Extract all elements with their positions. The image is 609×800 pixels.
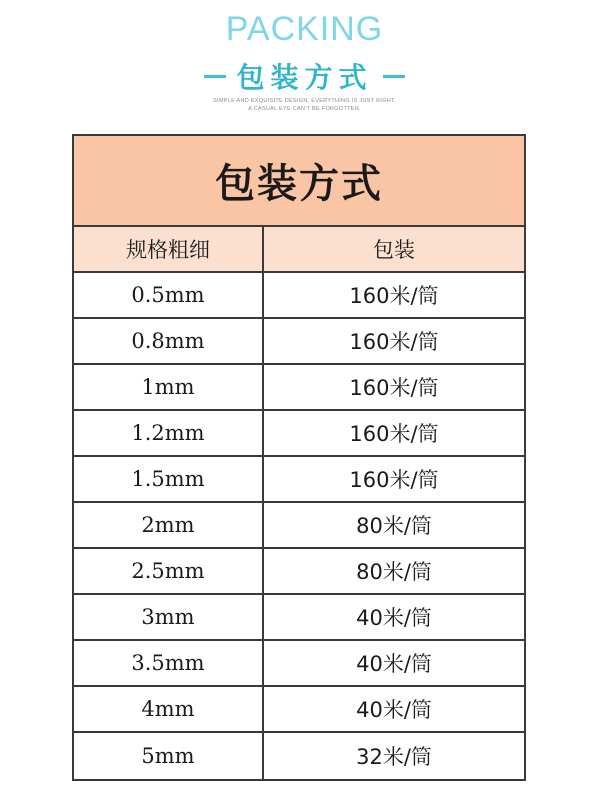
packing-table <box>72 134 526 781</box>
header-title-cn: 包装方式 <box>236 61 373 94</box>
spec-cell: 1mm <box>74 365 264 409</box>
right-dash-decoration <box>383 75 405 78</box>
packing-cell: 40米/筒 <box>356 698 432 722</box>
spec-cell: 2mm <box>74 503 264 547</box>
table-row <box>74 687 524 733</box>
packing-cell: 32米/筒 <box>356 745 432 769</box>
spec-cell: 4mm <box>74 687 264 731</box>
spec-cell: 5mm <box>74 733 264 779</box>
spec-cell: 0.5mm <box>74 273 264 317</box>
table-row <box>74 273 524 319</box>
packing-cell: 80米/筒 <box>356 514 432 538</box>
spec-cell: 1.5mm <box>74 457 264 501</box>
spec-cell: 2.5mm <box>74 549 264 593</box>
tagline-line-1: SIMPLE AND EXQUISITE DESIGN, EVERYTHING IS JUST RIGHT. <box>213 98 396 104</box>
table-row <box>74 595 524 641</box>
spec-cell: 3.5mm <box>74 641 264 685</box>
column-header-packing: 包装 <box>373 238 415 262</box>
table-title: 包装方式 <box>74 136 524 227</box>
spec-cell: 1.2mm <box>74 411 264 455</box>
header-title-en: PACKING <box>225 10 384 48</box>
table-row <box>74 319 524 365</box>
spec-cell: 3mm <box>74 595 264 639</box>
table-row <box>74 503 524 549</box>
table-row <box>74 365 524 411</box>
table-header-row <box>74 227 524 273</box>
packing-cell: 160米/筒 <box>349 422 439 446</box>
packing-cell: 160米/筒 <box>349 284 439 308</box>
packing-cell: 160米/筒 <box>349 376 439 400</box>
tagline-line-2: A CASUAL EYE CAN'T BE FORGOTTEN. <box>248 106 361 112</box>
table-row <box>74 641 524 687</box>
table-row <box>74 457 524 503</box>
packing-cell: 160米/筒 <box>349 468 439 492</box>
table-row <box>74 549 524 595</box>
packing-cell: 160米/筒 <box>349 330 439 354</box>
packing-cell: 40米/筒 <box>356 606 432 630</box>
table-row <box>74 411 524 457</box>
table-row <box>74 733 524 779</box>
left-dash-decoration <box>204 75 226 78</box>
packing-cell: 80米/筒 <box>356 560 432 584</box>
spec-cell: 0.8mm <box>74 319 264 363</box>
header-title-cn-row <box>0 56 609 96</box>
column-header-spec: 规格粗细 <box>74 227 264 271</box>
packing-cell: 40米/筒 <box>356 652 432 676</box>
